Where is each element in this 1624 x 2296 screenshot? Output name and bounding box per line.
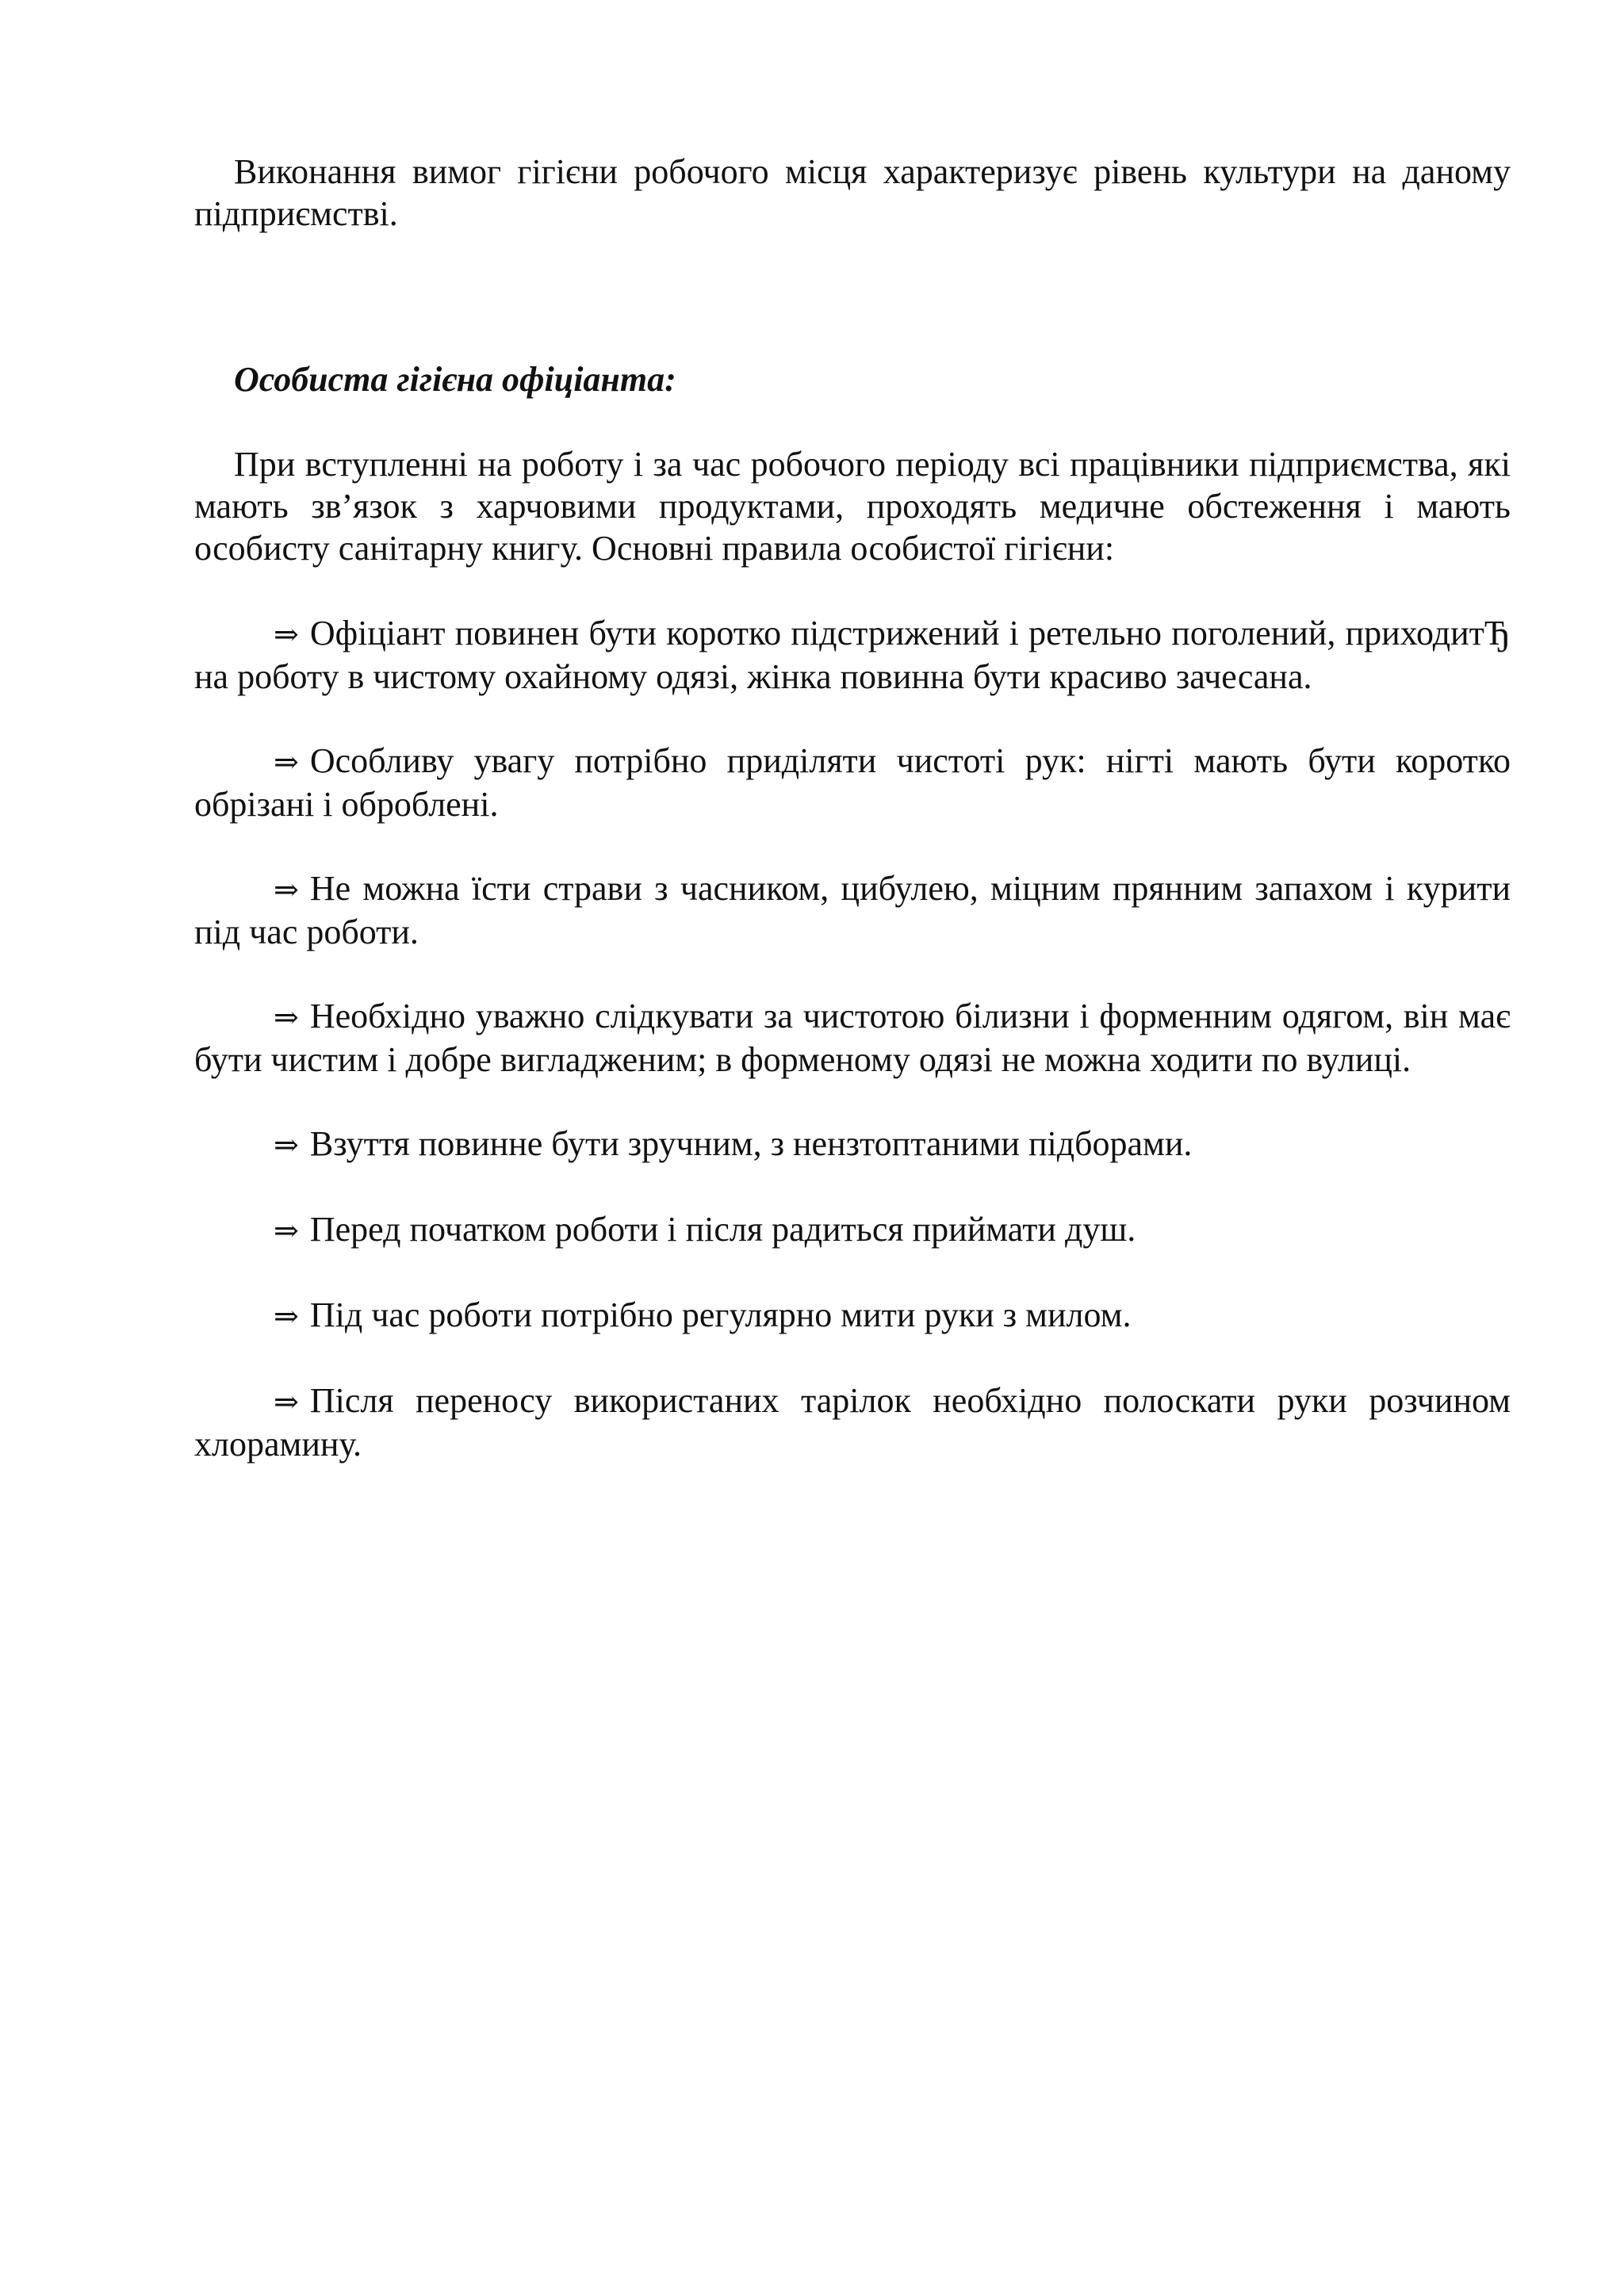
rule-item-8 bbox=[194, 1380, 1511, 1465]
rule-item-6 bbox=[194, 1208, 1511, 1252]
rule-text-3: Не можна їсти страви з часником, цибулею, міцним прянним запахом і курити під час роботи. bbox=[194, 869, 1511, 951]
double-arrow-icon: ⇒ bbox=[274, 1299, 299, 1334]
section-heading: Особиста гігієна офіціанта: bbox=[234, 360, 676, 399]
rule-item-2 bbox=[194, 740, 1511, 825]
double-arrow-icon: ⇒ bbox=[274, 744, 299, 779]
intro-paragraph: Виконання вимог гігієни робочого місця характеризує рівень культури на даному підприємстві. bbox=[194, 152, 1511, 233]
double-arrow-icon: ⇒ bbox=[274, 1384, 299, 1419]
rule-text-8: Після переносу використаних тарілок необхідно полоскати руки розчином хлорамину. bbox=[194, 1381, 1511, 1464]
double-arrow-icon: ⇒ bbox=[274, 1000, 299, 1035]
rule-text-1: Офіціант повинен бути коротко підстрижений і ретельно поголений, приходитЂ на роботу в чистому охайному одязі, жінка повинна бути красиво зачесана. bbox=[194, 614, 1511, 696]
document-page bbox=[194, 151, 1511, 1465]
rule-text-5: Взуття повинне бути зручним, з нензтоптаними підборами. bbox=[309, 1124, 1193, 1163]
rule-text-7: Під час роботи потрібно регулярно мити руки з милом. bbox=[309, 1295, 1132, 1334]
rule-text-4: Необхідно уважно слідкувати за чистотою білизни і форменним одягом, він має бути чистим і добре вигладженим; в форменому одязі не можна ходити по вулиці. bbox=[194, 997, 1511, 1079]
rule-item-1 bbox=[194, 612, 1511, 698]
rule-item-7 bbox=[194, 1294, 1511, 1337]
rule-text-2: Особливу увагу потрібно приділяти чистоті рук: нігті мають бути коротко обрізані і оброблені. bbox=[194, 741, 1511, 824]
double-arrow-icon: ⇒ bbox=[274, 617, 299, 652]
double-arrow-icon: ⇒ bbox=[274, 872, 299, 907]
rule-text-6: Перед початком роботи і після радиться приймати душ. bbox=[309, 1210, 1136, 1249]
lead-paragraph: При вступленні на роботу і за час робочого періоду всі працівники підприємства, які мають зв’язок з харчовими продуктами, проходять медичне обстеження і мають особисту санітарну книгу. Основні правила особистої гігієни: bbox=[194, 445, 1511, 568]
double-arrow-icon: ⇒ bbox=[274, 1127, 299, 1162]
rule-item-4 bbox=[194, 995, 1511, 1081]
double-arrow-icon: ⇒ bbox=[274, 1213, 299, 1248]
rule-item-5 bbox=[194, 1123, 1511, 1166]
rule-item-3 bbox=[194, 867, 1511, 953]
